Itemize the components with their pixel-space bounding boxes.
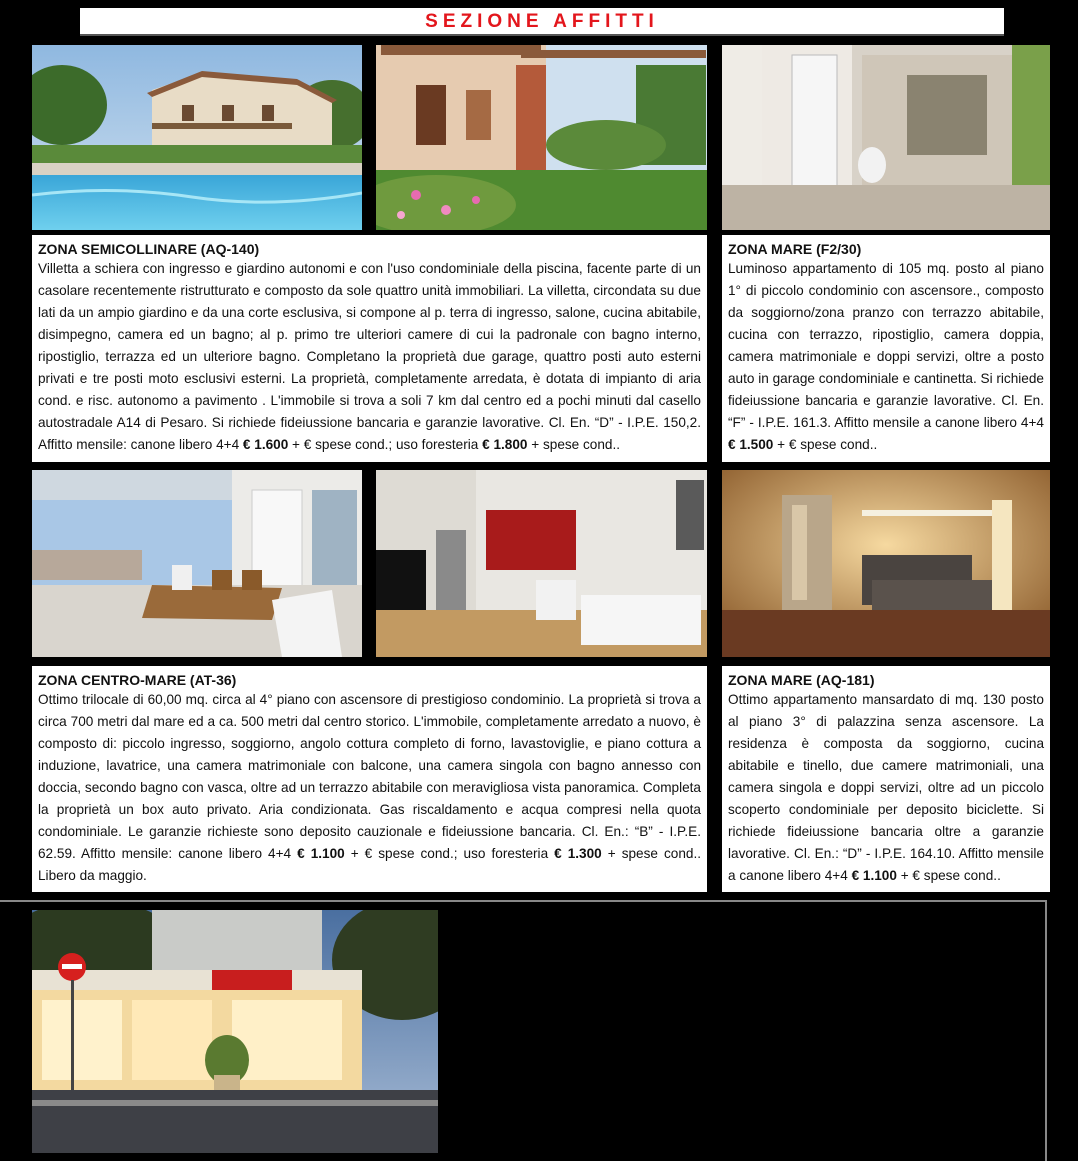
listing-description: Villetta a schiera con ingresso e giardino autonomi e con l'uso condominiale della piscina, facente parte di un casolare recentemente ristrutturato e composto da sole quattro unità immobiliari. La villetta, circondata su due lati da un ampio giardino e da una corte esclusiva, si compone al p. terra di ingresso, salone, cucina abitabile, disimpegno, camera ed un bagno; al p. primo tre ulteriori camere di cui la padronale con bagno interno, ripostiglio, terrazza ed un ulteriore bagno. Completano la proprietà due garage, quattro posti auto esterni privati e tre posti moto esclusivi esterni. La proprietà, completamente arredata, è dotata di impianto di aria cond. e risc. autonomo a pavimento . L'immobile si trova a soli 7 km dal centro ed a pochi minuti dal casello autostradale A14 di Pesaro. Si richiede fideiussione bancaria e garanzie lavorative. Cl. En. “D” - I.P.E. 150,2. Affitto mensile: canone libero 4+4 € 1.600 + € spese cond.; uso foresteria € 1.800 + spese cond.. xyxy=(38,261,701,452)
listing-price-foresteria: € 1.300 xyxy=(554,846,602,861)
section-title: SEZIONE AFFITTI xyxy=(425,11,659,32)
listing-aq181 xyxy=(722,666,1050,892)
listing-price: € 1.100 xyxy=(297,846,345,861)
listing-at36 xyxy=(32,666,707,892)
photo-apartment-terrace xyxy=(722,45,1050,230)
photo-villa-pool xyxy=(32,45,362,230)
photo-balcony-table xyxy=(32,470,362,657)
listing-title: ZONA MARE (F2/30) xyxy=(728,241,862,257)
header-title-band xyxy=(80,8,1004,36)
listing-title: ZONA SEMICOLLINARE (AQ-140) xyxy=(38,241,260,257)
listing-description: Luminoso appartamento di 105 mq. posto al piano 1° di piccolo condominio con ascensore., composto da soggiorno/zona pranzo con terrazzo abitabile, cucina con terrazzo, ripostiglio, camera doppia, camera matrimoniale e doppi servizi, oltre a posto auto in garage condominiale e cantinetta. Si richiede fideiussione bancaria e garanzie lavorative. Cl. En. “F” - I.P.E. 161.3. Affitto mensile a canone libero 4+4 € 1.500 + € spese cond.. xyxy=(728,261,1044,452)
header-left-square xyxy=(50,10,72,32)
photo-sofa-room xyxy=(722,470,1050,657)
listing-description: Ottimo appartamento mansardato di mq. 130 posto al piano 3° di palazzina senza ascensore. La residenza è composta da soggiorno, cucina abitabile e tinello, due camere matrimoniali, una camera singola e doppi servizi, oltre ad un piccolo scoperto condominiale per deposito biciclette. Si richiede fideiussione bancaria oltre a garanzie lavorative. Cl. En.: “D” - I.P.E. 164.10. Affitto mensile a canone libero 4+4 € 1.100 + € spese cond.. xyxy=(728,692,1044,883)
listing-price: € 1.600 xyxy=(242,437,289,452)
photo-living-kitchen xyxy=(376,470,707,657)
listing-price: € 1.500 xyxy=(728,437,774,452)
listing-price: € 1.100 xyxy=(851,868,897,883)
photo-agency-office xyxy=(32,910,438,1153)
section-header xyxy=(50,8,1033,36)
listing-description: Ottimo trilocale di 60,00 mq. circa al 4° piano con ascensore di prestigioso condominio. La proprietà si trova a circa 700 metri dal mare ed a ca. 500 metri dal centro storico. L'immobile, completamente arredato a nuovo, è composto di: piccolo ingresso, soggiorno, angolo cottura completo di forno, lavastoviglie, e piano cottura a induzione, lavatrice, una camera matrimoniale con balcone, una camera singola con bagno annesso con doccia, secondo bagno con vasca, oltre ad un terrazzo abitabile con meravigliosa vista panoramica. Completa la proprietà un box auto privato. Aria condizionata. Gas riscaldamento e acqua compresi nella quota condominiale. Le garanzie richieste sono deposito cauzionale e fideiussione bancaria. Cl. En.: “B” - I.P.E. 62.59. Affitto mensile: canone libero 4+4 € 1.100 + € spese cond.; uso foresteria € 1.300 + spese cond.. Libero da maggio. xyxy=(38,692,702,883)
listing-aq140 xyxy=(32,235,707,462)
listing-f230 xyxy=(722,235,1050,462)
photo-villa-garden xyxy=(376,45,707,230)
listing-title: ZONA MARE (AQ-181) xyxy=(728,672,875,688)
listing-price-foresteria: € 1.800 xyxy=(482,437,528,452)
listing-title: ZONA CENTRO-MARE (AT-36) xyxy=(38,672,237,688)
header-right-square xyxy=(1011,10,1033,32)
